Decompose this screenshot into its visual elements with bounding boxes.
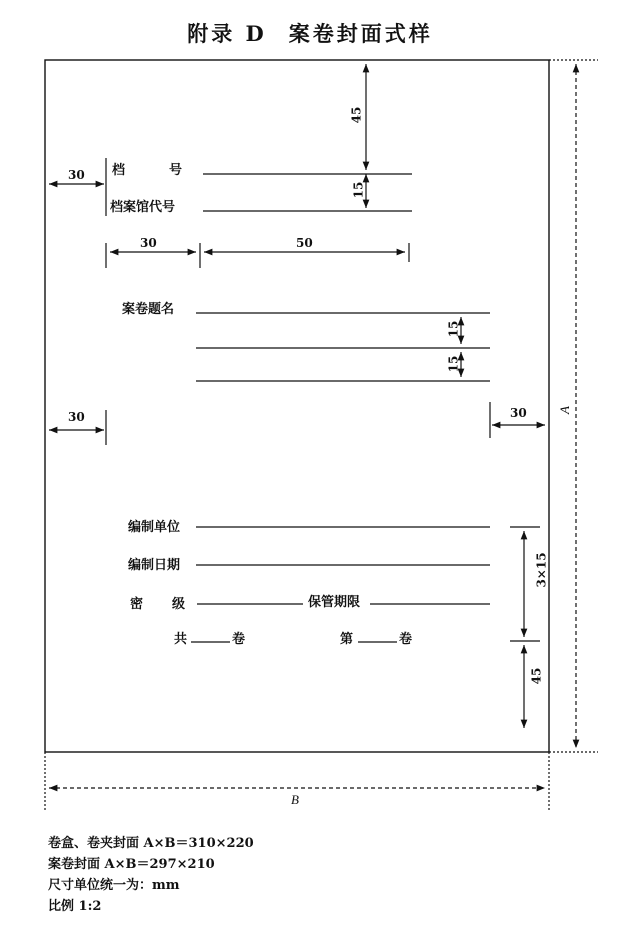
label-juan-1: 卷 [232,632,246,647]
appendix-label: 附录 D [187,21,267,46]
dim-label-gap-15: 15 [351,181,366,199]
axis-label-a: A [556,406,572,414]
label-retention: 保管期限 [308,595,361,610]
dim-label-mid-30: 30 [140,236,157,250]
note-line-4: 比例 1:2 [48,899,102,914]
label-ji: 级 [172,597,186,612]
label-compiler: 编制单位 [128,520,181,535]
axis-label-b: B [291,792,299,807]
label-mi: 密 [130,597,144,612]
dim-label-3x15: 3×15 [534,552,549,588]
dim-label-margin-right-30: 30 [510,406,527,420]
label-hao: 号 [169,163,183,178]
label-compile-date: 编制日期 [128,558,181,573]
note-line-3: 尺寸单位统一为：mm [48,878,180,893]
label-juan-2: 卷 [399,632,413,647]
dim-label-mid-50: 50 [296,236,313,250]
dim-label-bottom-45: 45 [529,667,544,685]
note-line-1: 卷盒、卷夹封面 A×B＝310×220 [48,836,254,851]
label-archive-code: 档案馆代号 [110,200,176,215]
dim-label-top-45: 45 [349,106,364,124]
label-di: 第 [340,632,354,647]
label-dang: 档 [112,163,126,178]
dim-label-left-30: 30 [68,168,85,182]
dim-label-title-15a: 15 [446,320,461,338]
label-case-title: 案卷题名 [122,302,175,317]
dim-label-margin-left-30: 30 [68,410,85,424]
note-line-2: 案卷封面 A×B＝297×210 [48,857,215,872]
appendix-title: 案卷封面式样 [288,21,433,46]
label-gong: 共 [174,632,188,647]
dim-label-title-15b: 15 [446,355,461,373]
